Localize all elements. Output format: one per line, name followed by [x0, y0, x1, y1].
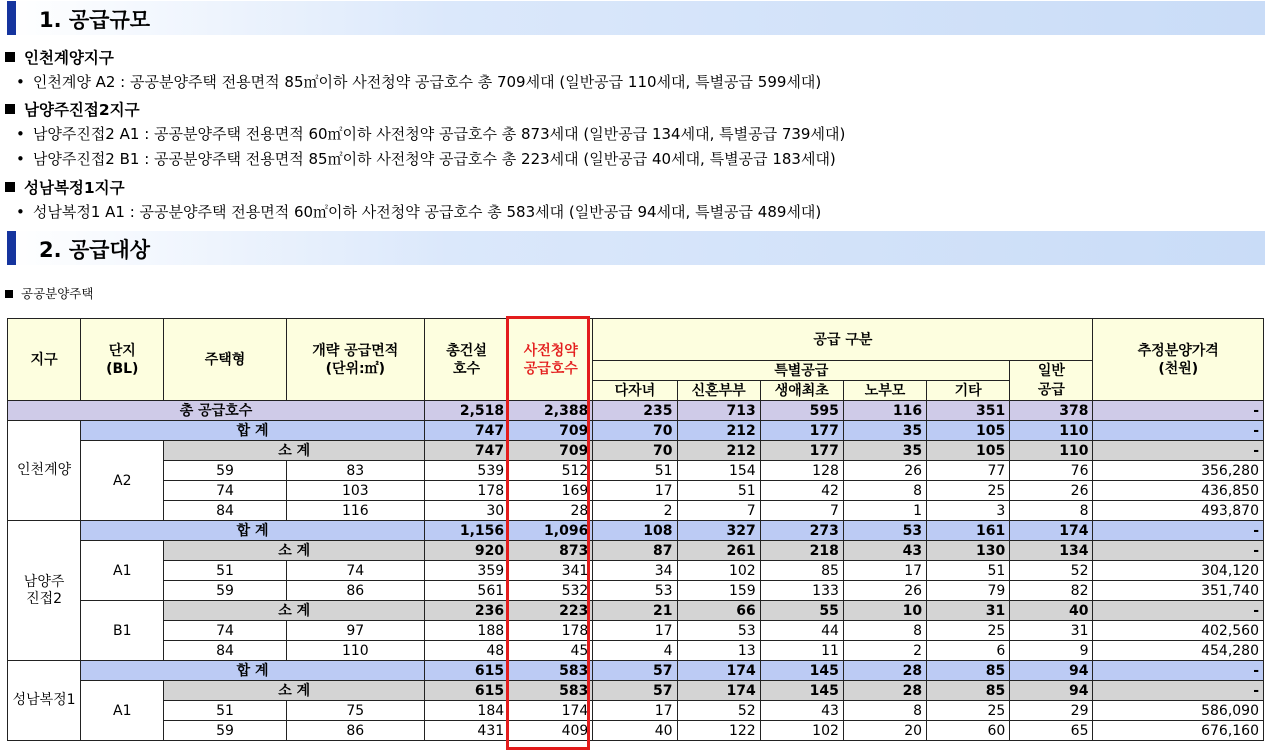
table-cell: 57	[593, 661, 677, 681]
table-cell: 615	[424, 661, 508, 681]
table-cell: 177	[760, 441, 843, 461]
table-cell: 59	[164, 581, 286, 601]
table-cell: 116	[843, 401, 926, 421]
table-cell: 77	[927, 461, 1010, 481]
table-cell: 9	[1010, 641, 1093, 661]
table-cell: 103	[286, 481, 424, 501]
header-supply-type: 공급 구분	[593, 319, 1093, 361]
header-first-time: 생애최초	[760, 381, 843, 401]
header-complex: 단지 (BL)	[81, 319, 164, 401]
table-cell: 28	[843, 681, 926, 701]
header-special: 특별공급	[593, 361, 1010, 381]
table-cell: 20	[843, 721, 926, 741]
table-row	[8, 641, 1264, 661]
table-cell: 11	[760, 641, 843, 661]
table-cell: 351	[927, 401, 1010, 421]
table-cell: 920	[424, 541, 508, 561]
table-row	[8, 501, 1264, 521]
table-cell: 76	[1010, 461, 1093, 481]
table-cell: 709	[509, 441, 593, 461]
table-cell: 8	[843, 481, 926, 501]
table-cell: 4	[593, 641, 677, 661]
region-line: • 남양주진접2 B1 : 공공분양주택 전용면적 85㎡이하 사전청약 공급호수 총 223세대 (일반공급 40세대, 특별공급 183세대)	[16, 150, 836, 168]
header-pre-subscription: 사전청약 공급호수	[509, 319, 593, 401]
table-cell: 13	[677, 641, 760, 661]
region-line: • 남양주진접2 A1 : 공공분양주택 전용면적 60㎡이하 사전청약 공급호수 총 873세대 (일반공급 134세대, 특별공급 739세대)	[16, 125, 846, 143]
table-cell: 327	[677, 521, 760, 541]
table-cell: 2,518	[424, 401, 508, 421]
district-subtotal-row	[8, 661, 1264, 681]
table-cell: 82	[1010, 581, 1093, 601]
table-cell: 174	[509, 701, 593, 721]
table-cell: -	[1093, 661, 1264, 681]
table-cell: 133	[760, 581, 843, 601]
table-cell: 83	[286, 461, 424, 481]
table-cell: 43	[843, 541, 926, 561]
table-cell: 57	[593, 681, 677, 701]
table-cell: -	[1093, 601, 1264, 621]
complex-subtotal-row	[8, 681, 1264, 701]
header-general: 일반 공급	[1010, 361, 1093, 401]
table-cell: 52	[677, 701, 760, 721]
table-cell: 3	[927, 501, 1010, 521]
table-cell: 51	[164, 561, 286, 581]
subcount-label: 소 계	[164, 541, 425, 561]
table-cell: 74	[164, 621, 286, 641]
complex-name: A2	[81, 441, 164, 521]
table-cell: -	[1093, 421, 1264, 441]
table-cell: 2,388	[509, 401, 593, 421]
table-cell: 159	[677, 581, 760, 601]
table-cell: 713	[677, 401, 760, 421]
table-cell: 70	[593, 421, 677, 441]
section-title: 2. 공급대상	[39, 238, 151, 262]
table-cell: 154	[677, 461, 760, 481]
table-cell: 79	[927, 581, 1010, 601]
table-cell: 178	[509, 621, 593, 641]
table-cell: 128	[760, 461, 843, 481]
table-cell: 51	[593, 461, 677, 481]
table-cell: 359	[424, 561, 508, 581]
header-total-built: 총건설 호수	[424, 319, 508, 401]
table-cell: 17	[593, 481, 677, 501]
table-cell: 145	[760, 661, 843, 681]
total-label: 총 공급호수	[8, 401, 425, 421]
table-cell: 145	[760, 681, 843, 701]
table-cell: 17	[843, 561, 926, 581]
table-cell: 28	[509, 501, 593, 521]
header-other: 기타	[927, 381, 1010, 401]
table-cell: 512	[509, 461, 593, 481]
table-cell: 747	[424, 421, 508, 441]
table-cell: 409	[509, 721, 593, 741]
table-cell: 161	[927, 521, 1010, 541]
table-cell: 55	[760, 601, 843, 621]
subtotal-label: 합 계	[81, 421, 425, 441]
complex-name: B1	[81, 601, 164, 661]
table-cell: 1,156	[424, 521, 508, 541]
table-cell: 8	[1010, 501, 1093, 521]
table-cell: 1	[843, 501, 926, 521]
table-cell: 402,560	[1093, 621, 1264, 641]
table-row	[8, 561, 1264, 581]
table-cell: 178	[424, 481, 508, 501]
table-cell: 615	[424, 681, 508, 701]
table-cell: 85	[760, 561, 843, 581]
table-cell: 29	[1010, 701, 1093, 721]
table-cell: 561	[424, 581, 508, 601]
table-cell: 31	[927, 601, 1010, 621]
table-cell: 134	[1010, 541, 1093, 561]
subtotal-label: 합 계	[81, 521, 425, 541]
table-cell: 110	[1010, 441, 1093, 461]
table-cell: 26	[1010, 481, 1093, 501]
complex-name: A1	[81, 541, 164, 601]
table-cell: 17	[593, 621, 677, 641]
square-bullet-icon	[5, 104, 15, 114]
table-cell: 436,850	[1093, 481, 1264, 501]
district-name: 인천계양	[8, 421, 81, 521]
table-cell: 102	[677, 561, 760, 581]
region-line: • 성남복정1 A1 : 공공분양주택 전용면적 60㎡이하 사전청약 공급호수 총 583세대 (일반공급 94세대, 특별공급 489세대)	[16, 203, 822, 221]
table-cell: 94	[1010, 681, 1093, 701]
section-2-header	[7, 231, 1265, 265]
table-cell: 586,090	[1093, 701, 1264, 721]
supply-table	[7, 318, 1264, 741]
table-cell: 122	[677, 721, 760, 741]
section-marker	[7, 1, 16, 35]
table-cell: 43	[760, 701, 843, 721]
table-cell: 110	[1010, 421, 1093, 441]
complex-subtotal-row	[8, 541, 1264, 561]
table-cell: 74	[164, 481, 286, 501]
table-cell: 341	[509, 561, 593, 581]
table-cell: 212	[677, 441, 760, 461]
table-cell: 44	[760, 621, 843, 641]
table-cell: 53	[843, 521, 926, 541]
table-caption: 공공분양주택	[5, 284, 93, 302]
table-cell: 75	[286, 701, 424, 721]
subcount-label: 소 계	[164, 441, 425, 461]
table-cell: 747	[424, 441, 508, 461]
district-subtotal-row	[8, 521, 1264, 541]
table-cell: -	[1093, 521, 1264, 541]
table-cell: 74	[286, 561, 424, 581]
table-cell: 1,096	[509, 521, 593, 541]
table-cell: 85	[927, 681, 1010, 701]
complex-subtotal-row	[8, 601, 1264, 621]
table-cell: 583	[509, 661, 593, 681]
header-multi-child: 다자녀	[593, 381, 677, 401]
table-cell: 2	[843, 641, 926, 661]
header-area: 개략 공급면적 (단위:㎡)	[286, 319, 424, 401]
table-cell: 53	[593, 581, 677, 601]
table-cell: 60	[927, 721, 1010, 741]
district-name: 남양주 진접2	[8, 521, 81, 661]
table-cell: 261	[677, 541, 760, 561]
complex-name: A1	[81, 681, 164, 741]
table-cell: 188	[424, 621, 508, 641]
table-cell: 94	[1010, 661, 1093, 681]
table-cell: 218	[760, 541, 843, 561]
table-cell: 223	[509, 601, 593, 621]
table-cell: 709	[509, 421, 593, 441]
region-heading: 남양주진접2지구	[5, 98, 140, 120]
table-cell: 356,280	[1093, 461, 1264, 481]
table-cell: 66	[677, 601, 760, 621]
table-row	[8, 721, 1264, 741]
table-cell: 51	[677, 481, 760, 501]
table-cell: 21	[593, 601, 677, 621]
table-cell: 532	[509, 581, 593, 601]
table-cell: 86	[286, 721, 424, 741]
table-row	[8, 581, 1264, 601]
square-bullet-icon	[5, 182, 15, 192]
subcount-label: 소 계	[164, 681, 425, 701]
table-cell: 87	[593, 541, 677, 561]
table-row	[8, 621, 1264, 641]
table-cell: 25	[927, 621, 1010, 641]
table-cell: 184	[424, 701, 508, 721]
table-cell: 86	[286, 581, 424, 601]
table-cell: 31	[1010, 621, 1093, 641]
square-bullet-icon	[5, 52, 15, 62]
table-cell: 48	[424, 641, 508, 661]
table-cell: 105	[927, 421, 1010, 441]
header-housing-type: 주택형	[164, 319, 286, 401]
table-cell: 40	[1010, 601, 1093, 621]
table-cell: 273	[760, 521, 843, 541]
table-cell: 17	[593, 701, 677, 721]
table-cell: 97	[286, 621, 424, 641]
table-cell: 84	[164, 641, 286, 661]
total-row	[8, 401, 1264, 421]
table-cell: 110	[286, 641, 424, 661]
table-cell: 116	[286, 501, 424, 521]
table-cell: 873	[509, 541, 593, 561]
subtotal-label: 합 계	[81, 661, 425, 681]
table-cell: 8	[843, 621, 926, 641]
section-1-header	[7, 1, 1265, 35]
region-line: • 인천계양 A2 : 공공분양주택 전용면적 85㎡이하 사전청약 공급호수 총 709세대 (일반공급 110세대, 특별공급 599세대)	[16, 73, 822, 91]
table-cell: 85	[927, 661, 1010, 681]
table-cell: 2	[593, 501, 677, 521]
table-cell: -	[1093, 441, 1264, 461]
district-subtotal-row	[8, 421, 1264, 441]
table-cell: -	[1093, 541, 1264, 561]
table-cell: 539	[424, 461, 508, 481]
table-row	[8, 461, 1264, 481]
table-cell: 304,120	[1093, 561, 1264, 581]
table-cell: 59	[164, 721, 286, 741]
table-cell: 51	[927, 561, 1010, 581]
table-cell: 70	[593, 441, 677, 461]
table-cell: 28	[843, 661, 926, 681]
table-cell: 108	[593, 521, 677, 541]
table-cell: 583	[509, 681, 593, 701]
table-cell: 174	[677, 661, 760, 681]
square-bullet-icon	[5, 290, 13, 298]
table-cell: -	[1093, 401, 1264, 421]
table-cell: 7	[760, 501, 843, 521]
region-heading: 인천계양지구	[5, 46, 114, 68]
table-cell: 35	[843, 421, 926, 441]
table-cell: 51	[164, 701, 286, 721]
table-cell: 45	[509, 641, 593, 661]
table-cell: 235	[593, 401, 677, 421]
complex-subtotal-row	[8, 441, 1264, 461]
table-cell: 30	[424, 501, 508, 521]
table-cell: 174	[677, 681, 760, 701]
table-cell: 53	[677, 621, 760, 641]
section-marker	[7, 231, 16, 265]
table-cell: 84	[164, 501, 286, 521]
section-title: 1. 공급규모	[39, 8, 151, 32]
header-district: 지구	[8, 319, 81, 401]
table-cell: -	[1093, 681, 1264, 701]
table-cell: 236	[424, 601, 508, 621]
table-cell: 40	[593, 721, 677, 741]
table-cell: 26	[843, 581, 926, 601]
header-newlywed: 신혼부부	[677, 381, 760, 401]
table-cell: 454,280	[1093, 641, 1264, 661]
table-cell: 105	[927, 441, 1010, 461]
table-cell: 431	[424, 721, 508, 741]
table-cell: 378	[1010, 401, 1093, 421]
table-row	[8, 701, 1264, 721]
table-cell: 8	[843, 701, 926, 721]
table-cell: 595	[760, 401, 843, 421]
table-cell: 10	[843, 601, 926, 621]
header-price: 추정분양가격 (천원)	[1093, 319, 1264, 401]
district-name: 성남복정1	[8, 661, 81, 741]
table-cell: 26	[843, 461, 926, 481]
table-cell: 7	[677, 501, 760, 521]
table-cell: 102	[760, 721, 843, 741]
table-cell: 676,160	[1093, 721, 1264, 741]
table-cell: 65	[1010, 721, 1093, 741]
table-cell: 42	[760, 481, 843, 501]
table-cell: 35	[843, 441, 926, 461]
table-cell: 177	[760, 421, 843, 441]
table-cell: 6	[927, 641, 1010, 661]
table-cell: 59	[164, 461, 286, 481]
table-cell: 52	[1010, 561, 1093, 581]
table-cell: 34	[593, 561, 677, 581]
table-cell: 25	[927, 701, 1010, 721]
subcount-label: 소 계	[164, 601, 425, 621]
table-cell: 25	[927, 481, 1010, 501]
table-row	[8, 481, 1264, 501]
table-cell: 493,870	[1093, 501, 1264, 521]
header-elderly: 노부모	[843, 381, 926, 401]
table-cell: 351,740	[1093, 581, 1264, 601]
table-cell: 174	[1010, 521, 1093, 541]
region-heading: 성남복정1지구	[5, 176, 125, 198]
table-cell: 212	[677, 421, 760, 441]
table-cell: 130	[927, 541, 1010, 561]
table-cell: 169	[509, 481, 593, 501]
